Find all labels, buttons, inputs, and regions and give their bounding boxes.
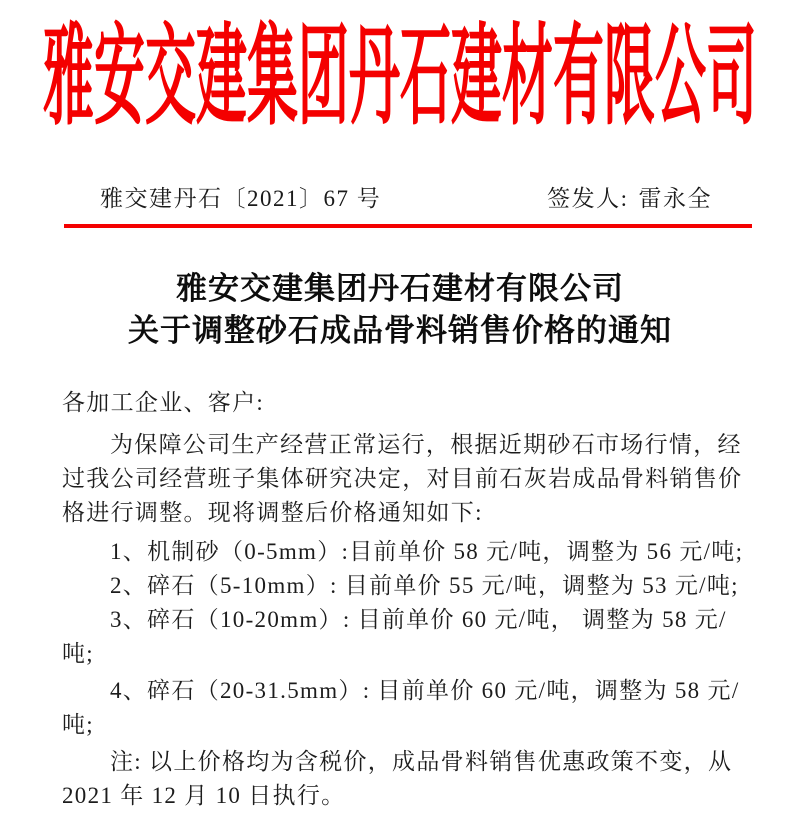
issuer-name: 雷永全	[638, 186, 712, 211]
document-title-line2: 关于调整砂石成品骨料销售价格的通知	[128, 313, 672, 348]
paragraph-line: 为保障公司生产经营正常运行，根据近期砂石市场行情，经	[110, 432, 742, 457]
price-item-3: 3、碎石（10-20mm）: 目前单价 60 元/吨， 调整为 58 元/	[110, 607, 727, 632]
document-title-line1: 雅安交建集团丹石建材有限公司	[176, 271, 624, 306]
document-body	[62, 386, 744, 813]
issuer-label: 签发人:	[547, 186, 629, 211]
issuer	[547, 185, 712, 213]
salutation: 各加工企业、客户:	[62, 390, 265, 415]
document-title	[0, 268, 800, 352]
price-item-4: 4、碎石（20-31.5mm）: 目前单价 60 元/吨，调整为 58 元/	[110, 678, 740, 703]
red-divider-line	[64, 224, 752, 228]
note-line: 2021 年 12 月 10 日执行。	[62, 783, 346, 808]
paragraph-line: 过我公司经营班子集体研究决定，对目前石灰岩成品骨料销售价	[62, 466, 743, 491]
price-item-4-wrap: 吨;	[62, 712, 94, 737]
note-line: 注: 以上价格均为含税价，成品骨料销售优惠政策不变，从	[110, 749, 733, 774]
price-item-1: 1、机制砂（0-5mm）:目前单价 58 元/吨，调整为 56 元/吨;	[110, 539, 744, 564]
letterhead-company-title: 雅安交建集团丹石建材有限公司	[42, 19, 757, 140]
paragraph-line: 格进行调整。现将调整后价格通知如下:	[62, 500, 483, 525]
document-meta-row	[100, 185, 712, 213]
price-item-2: 2、碎石（5-10mm）: 目前单价 55 元/吨，调整为 53 元/吨;	[110, 573, 739, 598]
document-number: 雅交建丹石〔2021〕67 号	[100, 186, 382, 211]
price-item-3-wrap: 吨;	[62, 641, 94, 666]
